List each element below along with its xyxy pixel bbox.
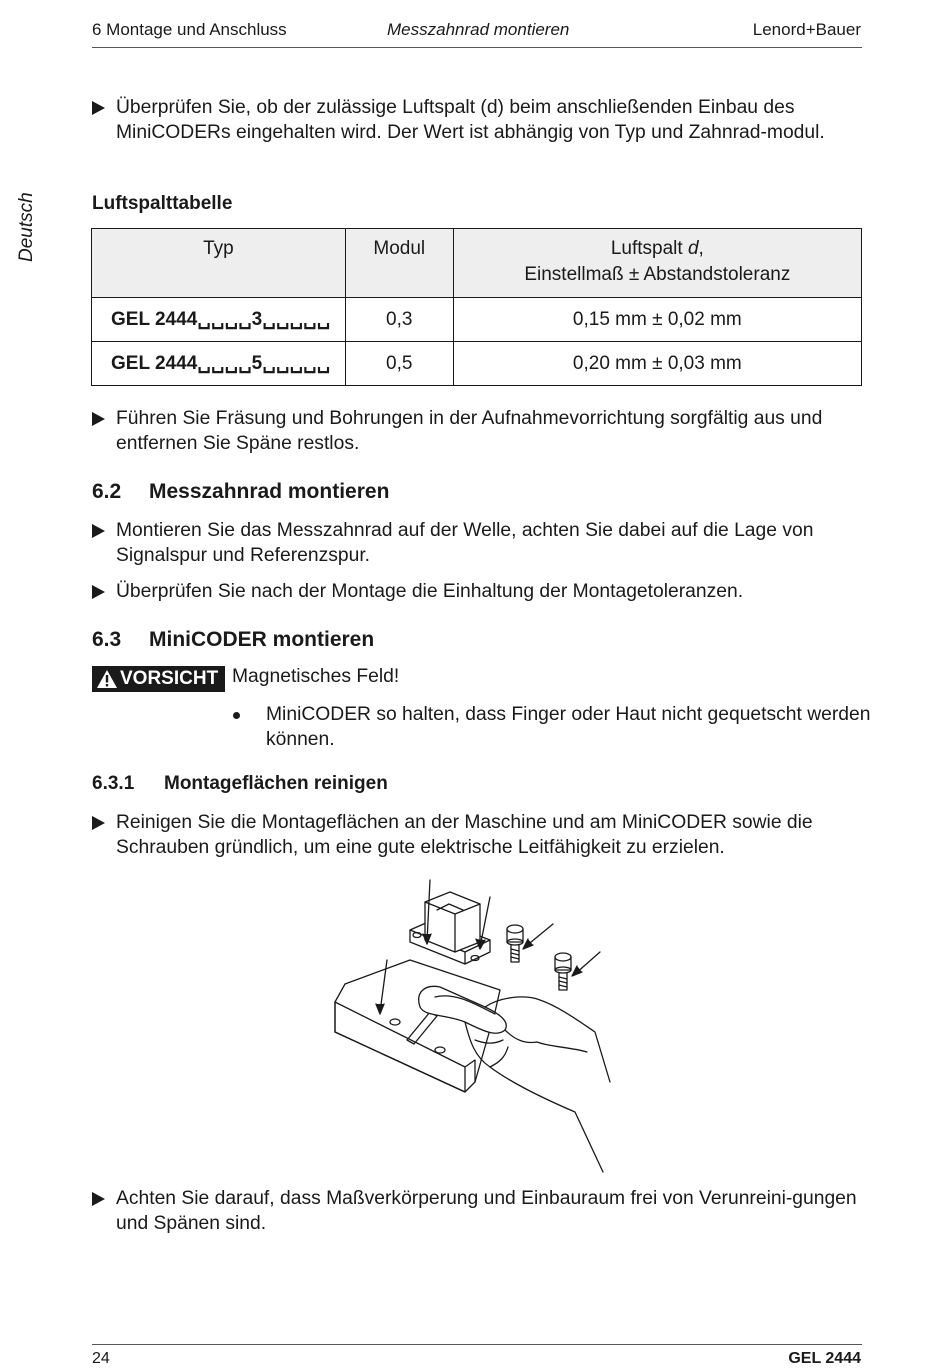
triangle-bullet-icon [92, 101, 105, 115]
typ-placeholder: ␣␣␣␣ [197, 309, 252, 330]
triangle-bullet-icon [92, 816, 105, 830]
section-heading-6-2 [92, 480, 389, 504]
caution-badge [92, 666, 225, 692]
instruction-text: Führen Sie Fräsung und Bohrungen in der Aufnahmevorrichtung sorgfältig aus und entfernen Sie Späne restlos. [116, 408, 823, 454]
typ-placeholder: ␣␣␣␣␣ [262, 353, 331, 374]
caution-bullet [232, 702, 872, 752]
caution-bullet-text: MiniCODER so halten, dass Finger oder Haut nicht gequetscht werden können. [266, 704, 871, 750]
header-luftspalt-var: d [687, 238, 699, 259]
cell-modul: 0,5 [345, 342, 453, 386]
footer-product: GEL 2444 [788, 1350, 861, 1367]
cell-luftspalt: 0,15 mm ± 0,02 mm [453, 298, 861, 342]
header-modul: Modul [345, 229, 453, 298]
instruction-milling [92, 406, 864, 456]
minicoder-sensor-icon [410, 892, 490, 964]
bullet-dot-icon [233, 712, 240, 719]
instruction-clean-surfaces [92, 810, 864, 860]
header-rule [92, 47, 862, 48]
table-row [92, 298, 862, 342]
typ-placeholder: ␣␣␣␣ [197, 353, 252, 374]
section-heading-6-3-1 [92, 773, 388, 795]
triangle-bullet-icon [92, 412, 105, 426]
typ-digit: 3 [251, 309, 263, 330]
cell-typ [92, 298, 346, 342]
footer-rule [92, 1344, 862, 1345]
typ-prefix: GEL 2444 [111, 309, 198, 330]
instruction-text: Montieren Sie das Messzahnrad auf der Welle, achten Sie dabei auf die Lage von Signalspur und Referenzspur. [116, 520, 814, 566]
warning-triangle-icon [96, 669, 118, 689]
triangle-bullet-icon [92, 1192, 105, 1206]
typ-digit: 5 [251, 353, 263, 374]
running-header-company: Lenord+Bauer [752, 20, 861, 39]
header-luftspalt [453, 229, 861, 298]
running-header-section: Messzahnrad montieren [387, 20, 570, 39]
table-row [92, 342, 862, 386]
instruction-text: Reinigen Sie die Montageflächen an der Maschine und am MiniCODER sowie die Schrauben gründlich, um eine gute elektrische Leitfähigkeit zu erzielen. [116, 812, 813, 858]
cell-modul: 0,3 [345, 298, 453, 342]
header-luftspalt-prefix: Luftspalt [610, 238, 688, 259]
table-header-row [92, 229, 862, 298]
instruction-text: Achten Sie darauf, dass Maßverkörperung und Einbauraum frei von Verunreini-gungen und Spänen sind. [116, 1188, 857, 1234]
table-title: Luftspalttabelle [92, 193, 233, 214]
header-luftspalt-suffix: , [698, 238, 704, 259]
triangle-bullet-icon [92, 524, 105, 538]
triangle-bullet-icon [92, 585, 105, 599]
instruction-check-airgap [92, 95, 864, 145]
instruction-mount-gear [92, 518, 864, 568]
header-luftspalt-line2: Einstellmaß ± Abstandstoleranz [524, 264, 791, 285]
instruction-text: Überprüfen Sie nach der Montage die Einhaltung der Montagetoleranzen. [116, 581, 744, 602]
running-header-chapter: 6 Montage und Anschluss [92, 20, 287, 39]
instruction-check-tolerances [92, 579, 864, 604]
section-heading-6-3 [92, 628, 374, 652]
section-title: MiniCODER montieren [149, 628, 375, 651]
cell-typ [92, 342, 346, 386]
screw-icon [555, 953, 571, 990]
section-title: Messzahnrad montieren [149, 480, 390, 503]
language-side-tab: Deutsch [16, 192, 37, 262]
section-number: 6.3.1 [92, 773, 135, 794]
caution-label: VORSICHT [120, 668, 219, 689]
page-number: 24 [92, 1350, 110, 1367]
cell-luftspalt: 0,20 mm ± 0,03 mm [453, 342, 861, 386]
cleaning-illustration [325, 872, 615, 1177]
instruction-text: Überprüfen Sie, ob der zulässige Luftspalt (d) beim anschließenden Einbau des MiniCODERs eingehalten wird. Der Wert ist abhängig von Typ und Zahnrad-modul. [116, 97, 825, 143]
airgap-table [91, 228, 862, 386]
caution-text: Magnetisches Feld! [232, 666, 400, 687]
typ-placeholder: ␣␣␣␣␣ [262, 309, 331, 330]
header-typ: Typ [92, 229, 346, 298]
screw-icon [507, 925, 523, 962]
instruction-keep-clean [92, 1186, 864, 1236]
section-title: Montageflächen reinigen [164, 773, 388, 794]
typ-prefix: GEL 2444 [111, 353, 198, 374]
section-number: 6.2 [92, 480, 122, 503]
section-number: 6.3 [92, 628, 122, 651]
